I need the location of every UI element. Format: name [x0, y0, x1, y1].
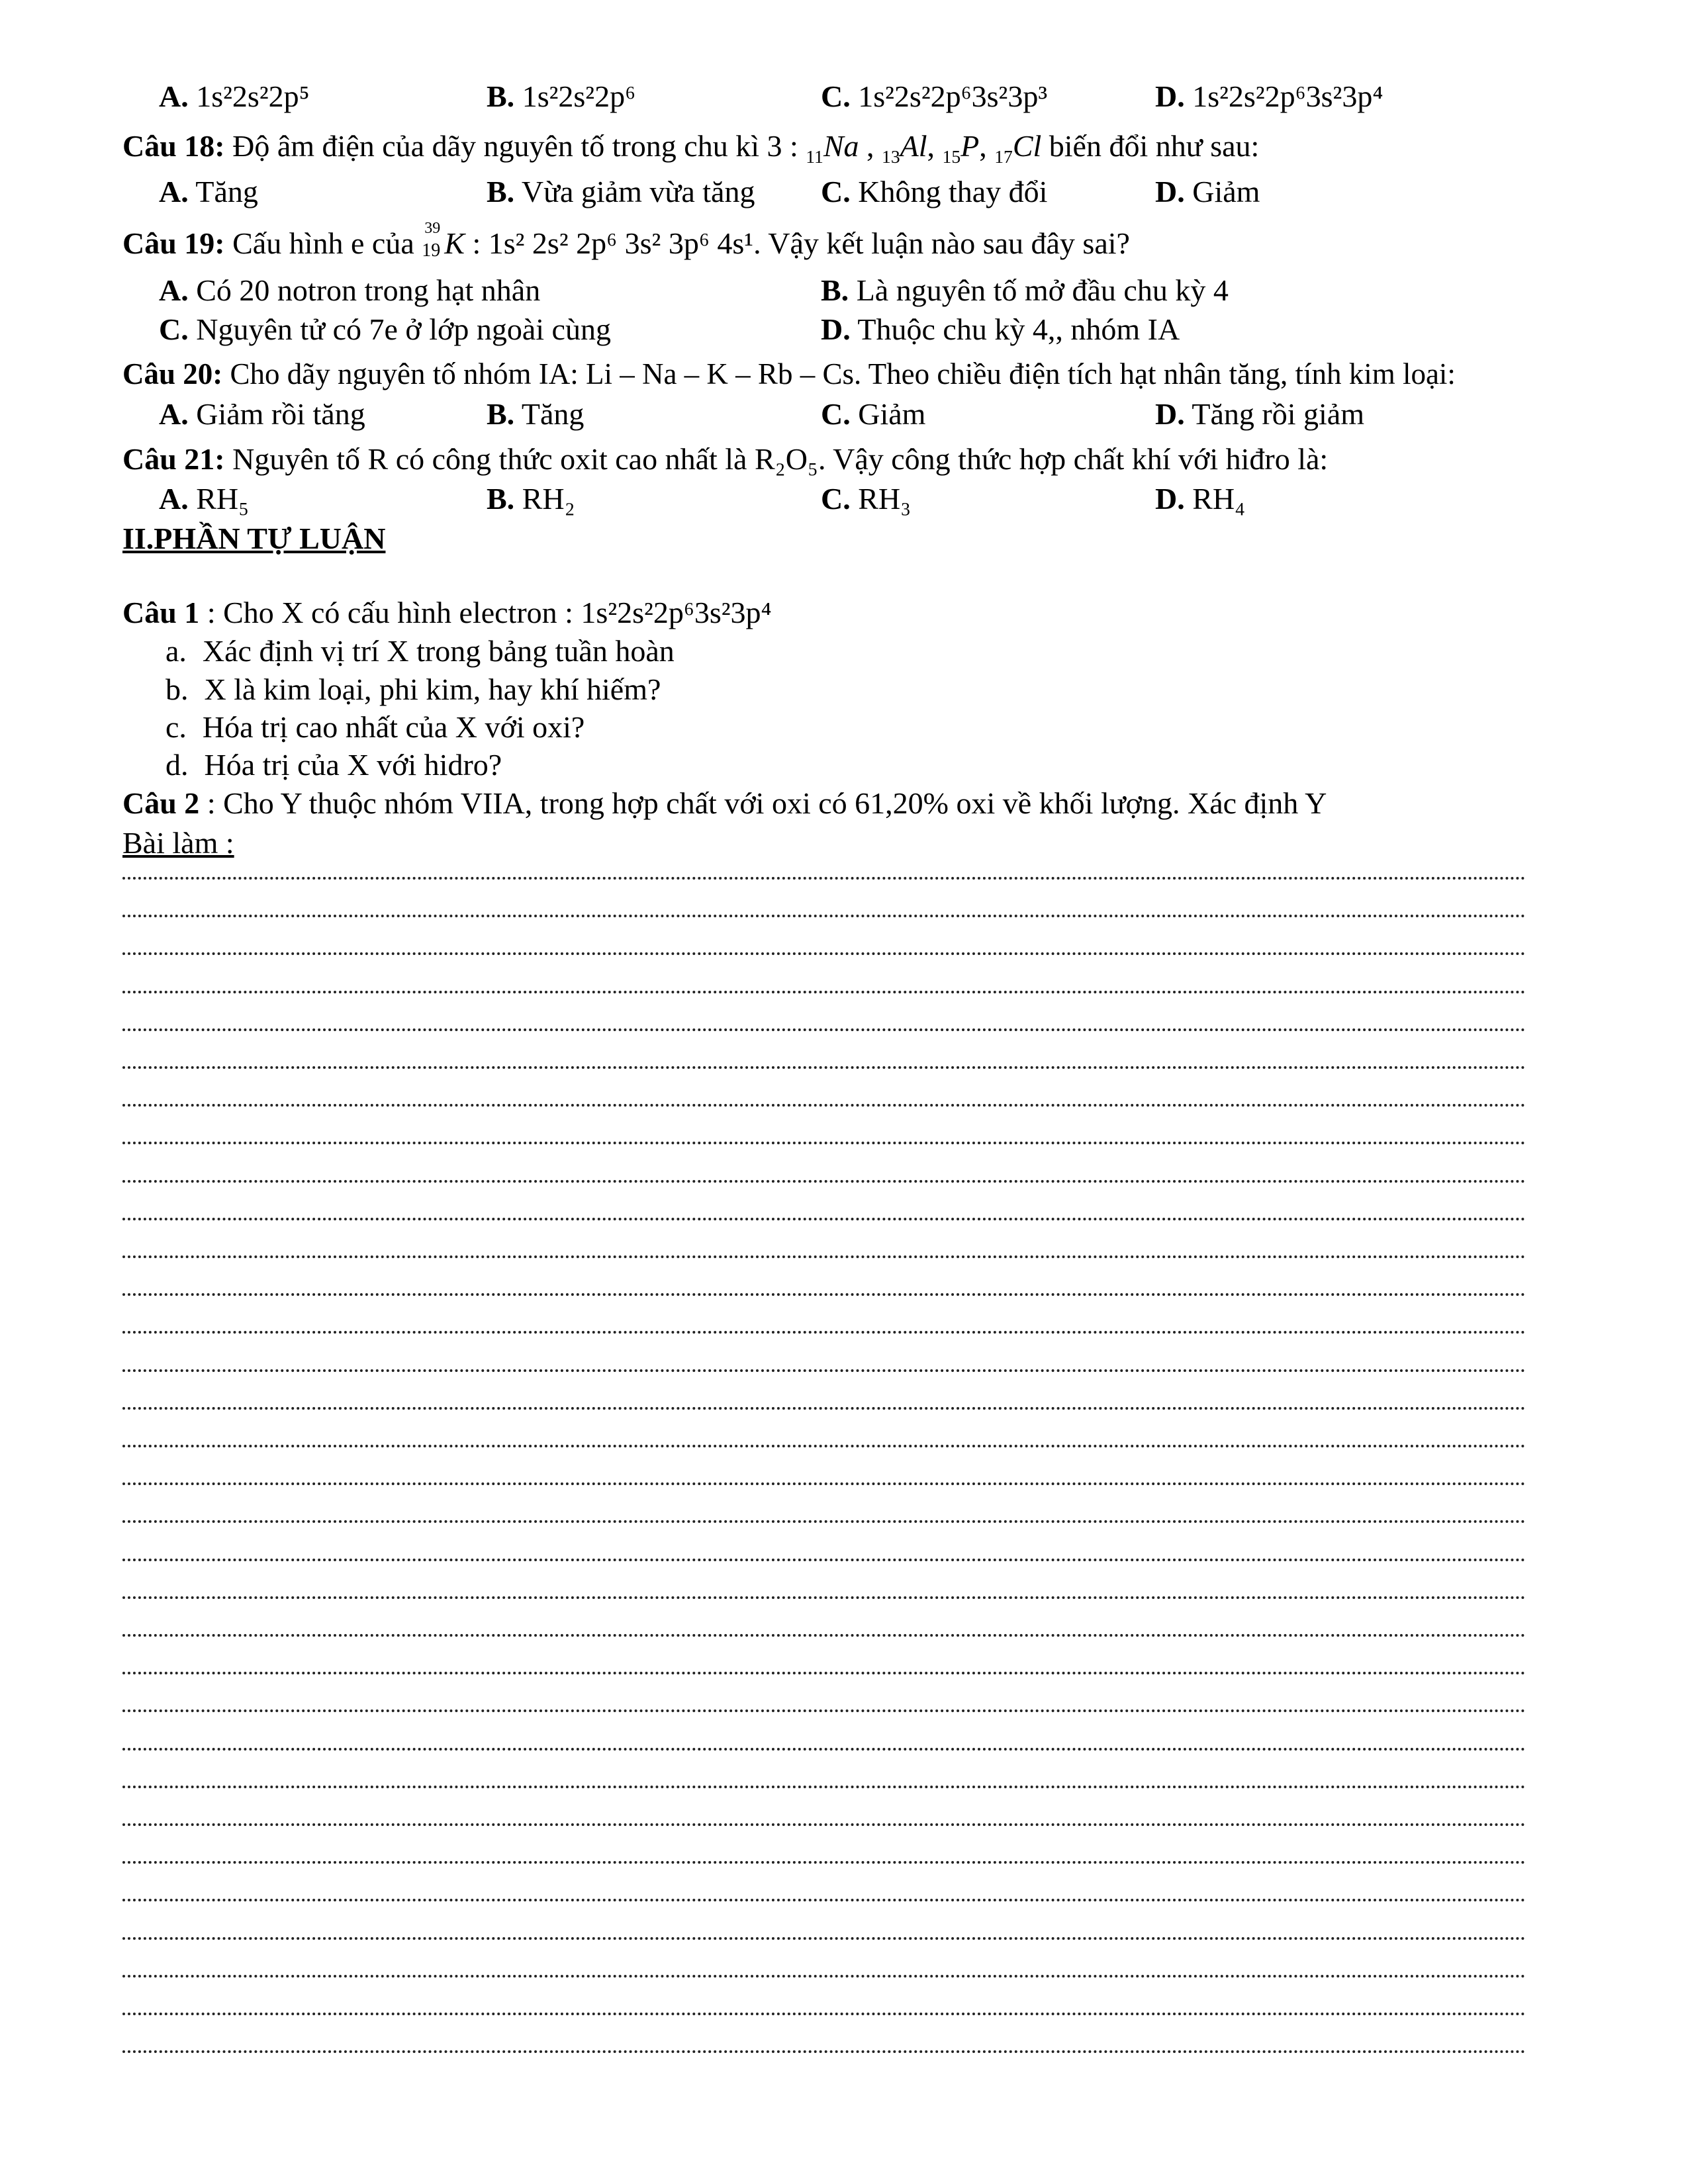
answer-line — [122, 1520, 1526, 1523]
essay1-item-d: d. Hóa trị của X với hidro? — [165, 748, 502, 782]
q17-option-b: B. 1s²2s²2p⁶ — [487, 79, 636, 113]
answer-line — [122, 1596, 1526, 1599]
answer-line — [122, 1899, 1526, 1901]
q18-option-d: D. Giảm — [1155, 175, 1260, 208]
answer-line — [122, 1255, 1526, 1258]
q21-option-c: C. RH₃ — [821, 482, 912, 516]
answer-line — [122, 915, 1526, 917]
element-symbol: Na — [823, 129, 859, 163]
q19-stem: Câu 19: Cấu hình e của 39 19 K : 1s² 2s² 2p⁶ 3s² 3p⁶ 4s¹. Vậy kết luận nào sau đây sai? — [122, 220, 1130, 261]
answer-line — [122, 2013, 1526, 2015]
q20-option-d: D. Tăng rồi giảm — [1155, 397, 1364, 431]
answer-line — [122, 1066, 1526, 1069]
answer-line — [122, 1786, 1526, 1788]
essay1-item-c: c. Hóa trị cao nhất của X với oxi? — [165, 710, 585, 744]
essay2-stem: Câu 2 : Cho Y thuộc nhóm VIIA, trong hợp chất với oxi có 61,20% oxi về khối lượng. Xác định Y — [122, 786, 1327, 820]
element-separator: , — [859, 129, 882, 163]
answer-line — [122, 1104, 1526, 1107]
q21-option-d: D. RH₄ — [1155, 482, 1246, 516]
q18-element — [882, 129, 927, 167]
answer-line — [122, 1748, 1526, 1751]
q19-nuclide: 39 19 — [422, 220, 441, 261]
answer-line — [122, 1823, 1526, 1826]
atomic-number: 13 — [882, 146, 900, 167]
q20-option-a: A. Giảm rồi tăng — [159, 397, 365, 431]
q19-option-b: B. Là nguyên tố mở đầu chu kỳ 4 — [821, 273, 1229, 307]
answer-line — [122, 1293, 1526, 1296]
answer-line — [122, 1369, 1526, 1372]
q19-option-a: A. Có 20 notron trong hạt nhân — [159, 273, 541, 307]
answer-line — [122, 1180, 1526, 1183]
q21-option-a: A. RH₅ — [159, 482, 250, 516]
q21-option-b: B. RH₂ — [487, 482, 575, 516]
q18-option-b: B. Vừa giảm vừa tăng — [487, 175, 755, 208]
element-symbol: Al — [900, 129, 927, 163]
answer-line — [122, 1028, 1526, 1031]
q19-option-d: D. Thuộc chu kỳ 4,, nhóm IA — [821, 312, 1180, 346]
q18-option-c: C. Không thay đổi — [821, 175, 1048, 208]
answer-line — [122, 1709, 1526, 1712]
atomic-number: 17 — [994, 146, 1013, 167]
q17-option-d: D. 1s²2s²2p⁶3s²3p⁴ — [1155, 79, 1383, 113]
element-separator: , — [979, 129, 995, 163]
element-symbol: P — [961, 129, 980, 163]
q19-option-c: C. Nguyên tử có 7e ở lớp ngoài cùng — [159, 312, 611, 346]
answer-line — [122, 2050, 1526, 2053]
essay1-item-b: b. X là kim loại, phi kim, hay khí hiếm? — [165, 672, 661, 706]
section-title: II.PHẦN TỰ LUẬN — [122, 522, 386, 555]
answer-line — [122, 1937, 1526, 1940]
answer-line — [122, 1482, 1526, 1485]
q21-stem: Câu 21: Nguyên tố R có công thức oxit cao nhất là R₂O₅. Vậy công thức hợp chất khí với hiđro là: — [122, 442, 1329, 476]
q18-element — [994, 129, 1042, 167]
q20-stem: Câu 20: Cho dãy nguyên tố nhóm IA: Li – Na – K – Rb – Cs. Theo chiều điện tích hạt nhân tăng, tính kim loại: — [122, 357, 1456, 390]
answer-line — [122, 952, 1526, 955]
answer-line — [122, 877, 1526, 880]
answer-line — [122, 1861, 1526, 1864]
answer-line — [122, 1142, 1526, 1144]
q17-option-a: A. 1s²2s²2p⁵ — [159, 79, 310, 113]
q20-option-c: C. Giảm — [821, 397, 926, 431]
answer-line — [122, 1445, 1526, 1447]
q18-stem: Câu 18: Độ âm điện của dãy nguyên tố trong chu kì 3 : $_{11}$Na , $_{13}$Al, $_{15}$P, $_{17}$Cl biến đổi như sau: — [122, 129, 1260, 167]
essay1-item-a: a. Xác định vị trí X trong bảng tuần hoàn — [165, 634, 675, 668]
atomic-number: 15 — [942, 146, 961, 167]
q18-element — [806, 129, 859, 167]
element-separator: , — [927, 129, 943, 163]
answer-line — [122, 1331, 1526, 1334]
q20-option-b: B. Tăng — [487, 397, 585, 431]
q18-element-list — [806, 129, 1042, 167]
answer-line — [122, 1218, 1526, 1220]
answer-line — [122, 1559, 1526, 1561]
essay1-stem: Câu 1 : Cho X có cấu hình electron : 1s²2s²2p⁶3s²3p⁴ — [122, 596, 772, 629]
q18-element — [942, 129, 980, 167]
q17-option-c: C. 1s²2s²2p⁶3s²3p³ — [821, 79, 1048, 113]
answer-line — [122, 991, 1526, 993]
answer-line — [122, 1407, 1526, 1410]
atomic-number: 11 — [806, 146, 823, 167]
q18-option-a: A. Tăng — [159, 175, 258, 208]
answer-label: Bài làm : — [122, 826, 234, 860]
element-symbol: Cl — [1012, 129, 1042, 163]
answer-line — [122, 1672, 1526, 1674]
answer-line — [122, 1634, 1526, 1637]
answer-line — [122, 1975, 1526, 1978]
